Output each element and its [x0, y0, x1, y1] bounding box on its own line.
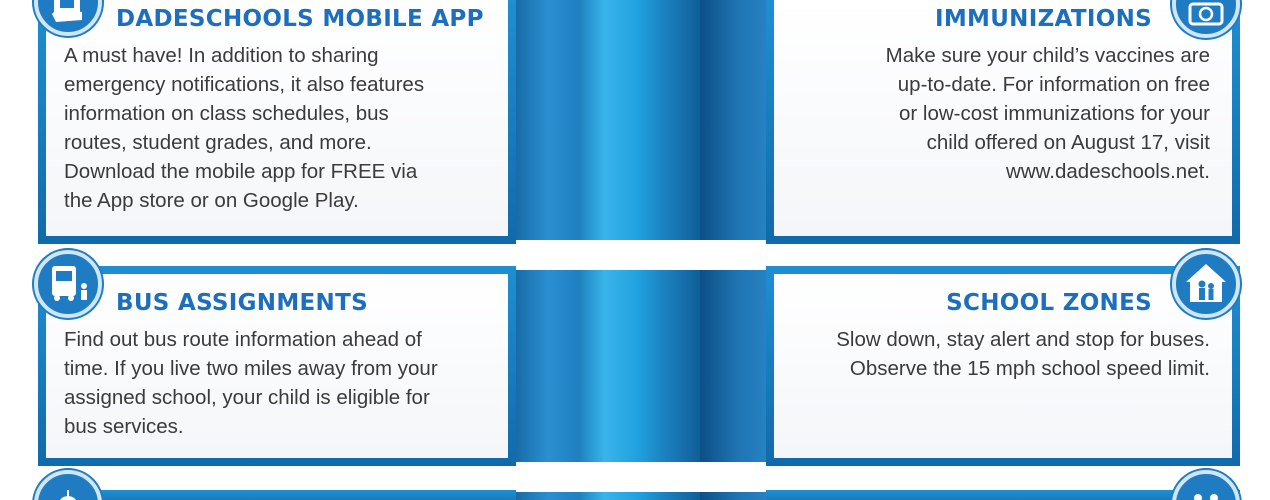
immunizations-card-body	[774, 0, 1232, 236]
bus-assignments-line: assigned school, your child is eligible for	[64, 386, 430, 409]
school-zones-text	[784, 325, 1210, 383]
apple-icon	[34, 470, 102, 500]
school-zones-card	[766, 266, 1240, 466]
school-zones-line: Observe the 15 mph school speed limit.	[849, 357, 1210, 380]
spine-gap-1	[500, 240, 778, 270]
bus-assignments-card-body	[46, 274, 508, 458]
mobile-app-line: the App store or on Google Play.	[64, 189, 359, 212]
mobile-app-line: Download the mobile app for FREE via	[64, 160, 418, 183]
immunizations-title: IMMUNIZATIONS	[934, 6, 1152, 32]
bus-assignments-text	[64, 325, 494, 441]
bus-assignments-card	[38, 266, 516, 466]
immunizations-line: up-to-date. For information on free	[897, 73, 1210, 96]
mobile-app-card-body	[46, 0, 508, 236]
school-zones-title: SCHOOL ZONES	[946, 290, 1152, 316]
school-zones-line: Slow down, stay alert and stop for buses.	[836, 328, 1210, 351]
mobile-app-line: information on class schedules, bus	[64, 102, 389, 125]
immunizations-card	[766, 0, 1240, 244]
mobile-app-title: DADESCHOOLS MOBILE APP	[116, 6, 484, 32]
bottom-right-card	[766, 490, 1240, 500]
school-house-icon	[1172, 250, 1240, 318]
school-zones-card-body	[774, 274, 1232, 458]
immunizations-line: Make sure your child’s vaccines are	[885, 44, 1210, 67]
mobile-app-line: A must have! In addition to sharing	[64, 44, 379, 67]
immunizations-line: or low-cost immunizations for your	[898, 102, 1210, 125]
children-icon	[1172, 470, 1240, 500]
mobile-app-line: routes, student grades, and more.	[64, 131, 372, 154]
bus-assignments-title: BUS ASSIGNMENTS	[116, 290, 368, 316]
immunizations-line: child offered on August 17, visit	[926, 131, 1210, 154]
mobile-app-line: emergency notifications, it also features	[64, 73, 425, 96]
bus-assignments-line: bus services.	[64, 415, 184, 438]
immunizations-line: www.dadeschools.net.	[1006, 160, 1210, 183]
bus-assignments-line: Find out bus route information ahead of	[64, 328, 422, 351]
bus-assignments-line: time. If you live two miles away from your	[64, 357, 438, 380]
mobile-app-text	[64, 41, 486, 215]
medical-kit-icon	[1172, 0, 1240, 38]
phone-hand-icon	[34, 0, 102, 36]
mobile-app-card	[38, 0, 516, 244]
bus-icon	[34, 250, 102, 318]
spine-gap-2	[500, 462, 778, 492]
bottom-left-card	[38, 490, 516, 500]
immunizations-text	[796, 41, 1210, 186]
